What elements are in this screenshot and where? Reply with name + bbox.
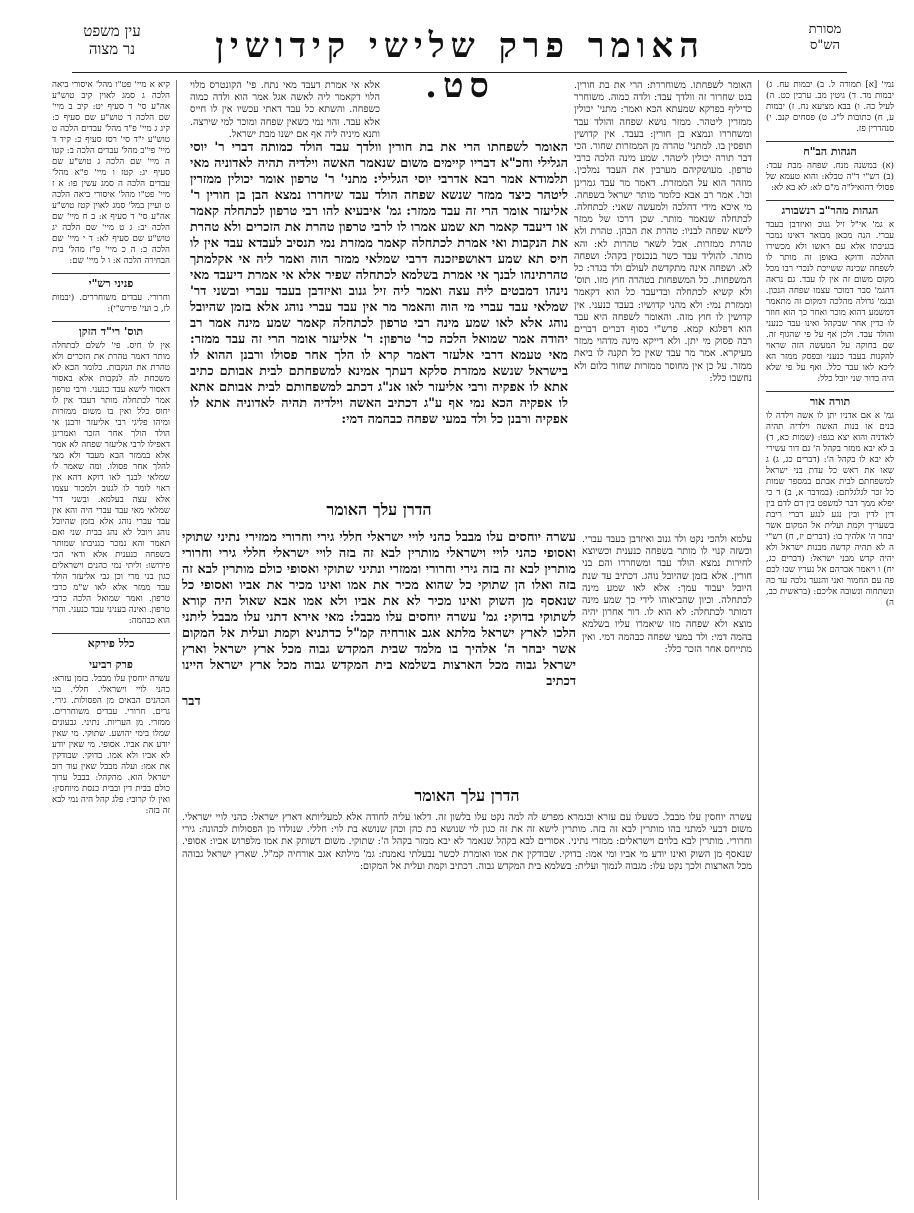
perek-text: עשרה יוחסין עלו מבבל. בזמן עזרא: כהני לויי וישראלי. חללי. בני הכהנים הבאים מן הפסולות. גירי. גרים. חרורי. עבדים משוחררים. ממזרי. מן העריות. נתיני. גבעונים שמלו בימי יהושע. שתוקי. מי שאין יודע את אביו. אסופי. מי שאין יודע לא אביו ולא אמו. בדוקי. שבודקין את אמו: ועלה מבבל שאין עוד רוב ישראל הוא. מהקהל: בבבל ערוך כולם בבית דין ובבית כנסת מיוחסין: ואין לו קרובי: פלג קהל היה נמי לבא זה בזה: [52,674,170,816]
mishnah-block [182,530,576,780]
gemara-main [190,140,568,490]
hagahot-bach: (א) במשנה מנח. שפחה מבת עבד: (ב) רש"י ד"ה טבלא: והוא טעמא של פסולי דהואיל"ה מ"ם לא: לא בא לא: [766,161,894,193]
left-margin-column [52,80,170,1200]
rashi-column [574,80,752,530]
gemara-main-text: האומר לשפחתו הרי את בת חורין וולדך עבד הולד כמותה דברי ר' יוסי הגלילי וחכ"א דבריו קיימים משום שנאמר האשה וילדיה תהיה לאדוניה מאי תלמודא אמר רבא אדרבי יוסי הגלילי: מתני' ר' טרפון אומר יכולין ממזרין ליטהר כיצד ממזר שנשא שפחה הולד עבד שיחררו נמצא הבן בן חורין ר' אליעזר אומר הרי זה עבד ממזר: גמ' איבעיא להו רבי טרפון לכתחלה קאמר או דיעבד קאמר תא שמע אמרו לו לרבי טרפון טהרת את הזכרים ולא טהרת את הנקבות ואי אמרת לכתחלה קאמר ממזרת נמי תנסיב לעבדא עבד אין לו חיס תא שמע דאושפיזכנה דרבי שמלאי ממזר הוה ואמר ליה אי אקלמתך טהרתינהו לבנך אי אמרת בשלמא לכתחלה שפיר אלא אי אמרת דיעבד מאי נינהו דמבטים ליה עצה ואמר ליה זיל גנוב ואיזדבן בעבד עברי ובשני דר' שמלאי עבד עברי מי הוה והאמר מר אין עבד עברי נוהג אלא בזמן שהיובל נוהג אלא לאו שמע מינה רבי טרפון לכתחלה קאמר שמע מינה אמר רב יהודה אמר שמואל הלכה כר' טרפון: ר' אליעזר אומר הרי זה עבד ממזר: מאי טעמא דרבי אלעזר דאמר קרא לו הלך אחר פסולו ורבנן ההוא לו בישראל שנשא ממזרת סלקא דעתך אמינא למשפחתם לבית אבותם כתיב אתא לו אפקיה ורבי אליעזר לאו אנ"ג דכתב למשפחותם לבית אבותם אתא לו אפקיה הכא נמי אף ע"ג דכתיב האשה וילדיה תהיה לאדוניה אתא לו אפקיה ורבנן כל ולד במעי שפחה כבהמה דמי: [190,140,568,427]
bottom-commentary [182,812,752,1202]
klal-pirka-heading: כלל פירקא [52,633,170,649]
rashi-lower-column [582,534,752,784]
hagahot-text: א גמ' אי"ל זיל גנוב ואיזדבן בעבד עברי. הנה מכאן מבואר דאינו נמכר בגניבתו אלא עם ראשו ולא מכשירו ההלכה ודוקא באופן זה מותר לו לשפחה שכינה ששייכת לנכרי רבו מכל מקום משום זה אין לו עבד. גם נראה דהגמ' סבר דמוכר עצמו שפחה הנכון. ובגמ' גדולה מהלכה דמקום זה מתאמר דמשמע דהוא מוכר ואחר כך הוא חוזר לו כדין אחר שבקהל ואינו עבד כנעני והולד עבד. ולכן אף על פי שהגוף זה. שם בחוקה על המעשה הזה שראוי להקנות בעבד כנעני ובפסק ממזר הא ליכא לאו עבד כלל. ואף על פי שלא היה בדור שני יובל כלל: [766,220,894,384]
right-margin-column [766,80,894,1200]
mesoret-heading: מסורת הש"ס [808,22,842,53]
rashi-lower-text: עלמא ולהכי נקט ולד גנוב ואיזדבן בעבד עברי. וכשזה קנוי לו מותר בשפחה כנענית וכשיוצא לחירות נמצא הולד עבד ומשחררו והם בני חורין. אלא בזמן שהיובל נוהג. דכתיב עד שנת היובל יעבוד עמך: אלא לאו שמע מינה לכתחלה. וכיון שהביאוהו לידי כך שמע מינה דמותר לכתחלה: לא הוא לו. דור אחרון יהיה מוצא ולא שפחה מזו שיאמרו עליו בשלמא בהמה דמי: ולד במעי שפחה כבהמה דמי. ואין מתייחס אחר הזכר כלל: [582,534,752,655]
bottom-commentary-text: עשרה יוחסין עלו מבבל. כשעלו עם עזרא ובגמרא מפרש לה למה נקט עלו בלשון זה. דלאו עליה לחודה אלא למעליותא דארץ ישראל: כהני לויי ישראלי. משום דבעי למתני בהו מותרין לבא זה בזה. מותרין לישא זה את זה כגון לוי שנושא בת כהן וכהן שנושא בת לוי: חללי. שנולדו מן הפסולות לכהונה: גירי וחרורי. מותרין לבא בלוים וישראלים: ממזרי נתיני. אסורים לבא בקהל שנאמר לא יבא ממזר בקהל ה': שתוקי. משום דשותק את אמו מלפרוש אביו: אסופי. שנאסף מן השוק ואינו יודע מי אביו ומי אמו: בדוקי. שבודקין את אמו ואומרת לכשר נבעלתי נאמנת: גמ' מילתא אגב אורחיה קמ"ל. שארץ ישראל גבוהה מכל הארצות ולכך נקט עלו: מגבוה לנמוך ועלית: בשלמא בית המקדש גבוה. דכתיב וקמת ועלית אל המקום: [182,812,752,872]
hadran-heading-2: הדרן עלך האומר [414,786,520,805]
mesoret-hashas: נמי' [א] תמורה ל. ב) יבמות עח. ג) יבמות מד. ד) גיטין מב. ערכין כט. ה) לעיל כה. ו) בבא מציעא נח. ז) יבמות ע, ח) כתובות ל"ג. ט) פסחים קנב. י) סנהדרין פז. [766,80,894,134]
penei-rashi-heading: פניני רש"י [52,273,170,289]
page-title: האומר פרק שלישי קידושין סט. [215,26,705,106]
mishnah-text: עשרה יוחסים עלו מבבל כהני לויי ישראלי חללי גירי וחרורי ממזירי נתיני שתוקי ואסופי כהני לויי וישראלי מותרין לבא זה בזה לויי ישראלי חללי גירי וחרורי מותרין לבא זה בזה גירי וחרורי וממזרי ונתיני שתוקי ואסופי כולם מותרין לבא זה בזה ואלו הן שתוקי כל שהוא מכיר את אמו ואינו מכיר את אביו ואסופי כל שנאסף מן השוק ואינו מכיר לא את אביו ולא אמו אבא שאול היה קורא לשתוקי בדוקי: גמ' עשרה יוחסים עלו מבבל: מאי אירא דתני עלו מבבל ליתני הלכו לארץ ישראל מלתא אגב אורחיה קמ"ל כדתניא וקמת ועלית אל המקום אשר יבחר ה' אלהיך בו מלמד שבית המקדש גבוה מכל ארץ ישראל וארץ ישראל גבוה מכל הארצות בשלמא בית המקדש גבוה מכל ארץ ישראל היינו דכתיב [182,530,576,689]
page-header [0,8,914,106]
hagahot-bach-heading: הגהות הב"ח [766,141,894,157]
catchword: דבר [182,694,201,709]
right-divider [758,80,759,1200]
left-divider [176,80,177,1200]
ein-mishpat-heading: עין משפט נר מצוה [83,22,141,58]
ein-mishpat-text: קיא א מיי' פט"ו מהל' איסורי ביאה הלכה ג סמג לאוין קיב טוש"ע אה"ע סי' ד סעיף יט: קיב ב מיי' שם הלכה ד טוש"ע שם סעיף כ: קיג ג מיי' פ"ד מהל' עבדים הלכה ט טוש"ע י"ד סי' רסז סעיף כ: קיד ד מיי' פי"ב מהל' עבדים הלכה ב: קטו ה מיי' שם הלכה ג טוש"ע שם סעיף יג: קטז ו מיי' פ"א מהל' עבדים הלכה ה סמג עשין פו: א ז מיי' פט"ו מהל' איסורי ביאה הלכה ט ועיין במל' סמג לאוין קטז טוש"ע אה"ע סי' ד סעיף א: ב ח מיי' שם הלכה יב: ג ט מיי' שם הלכה יג טוש"ע שם סעיף לא: ד י מיי' שם הלכה כ: ה כ מיי' פ"ז מהל' בית הבחירה הלכה א: ו ל מיי' שם: [52,80,170,266]
header-rule [72,72,847,73]
rashi-text: האומר לשפחתו. משוחררת: הרי את בת חורין. בגט שחרור זה וולדך עבד: ולדה כמוה. משוחרר כדיליף בפרקא שמעתא הכא ואמר: מתני' יכולין ממזרין ליטהר. ממזר נושא שפחה והולד עבד ומשחררו ונמצא בן חורין: בעבד. אין קדושין תופסין בו. למתני' טהרה מן הממזרות שחור. הכי דבר תורה יכולין ליטהר. שמע מינה הלכה כרבי טרפון. מעושקיהם מערבין את העבד נמלכין. מוזהר הוא על הממזרת. דאמר מר עבד גמרינן וכו'. אמר רב אבא כלומר מותר ישראל בשפחה. מי איכא מידי דהלכה ולמעשה שאני: לבתחלה. לכתחלה שנאמר מותר. שכן דרכו של ממזר לישא שפחה לבניו: טהרת את הכהן. טהרת ולא טהרת ממזרות. אבל לשאר טהרות לא: והא מותר. להוליד עבד כשר בנכנסין בקהל: ושפחה לא. ושפחה אינה מתקדשת לעולם ולד בגדר: כל המשפחות. כל המשפחות בטהרה חוץ מזו. תוס' ולא קשיא לכתחלה ובדיעבד כל הוא דקאמר וממזרת נמי: ולא מהני קדושיו: בעבד כנעני. אין קדושין לו חוץ מזה. והאומר לשפחה היא עבד הוא דפלגא קמא. פרש"י בסוף דברים דברים רבה פסוק מי יתן. ולא דייקא מינה מדהוי ממזר מעיקרא. אמר מר עבד שאין כל תקנה לו ביאת ממזר. על כן אין מחוסר ממזרות שחור כלום ולא נחשבו כלל: [574,80,752,384]
torah-or-heading: תורה אור [766,391,894,407]
hadran-heading-1: הדרן עלך האומר [326,500,432,519]
tos-rid-heading: תוס' רי"ד הזקן [52,321,170,337]
hadran-block-2 [182,780,752,808]
tosafot-top-text: אלא אי אמרת דעבד מאי נתח. פי' הקונטרס מלוי הלוי דקאמר ליה לאשה אגל אמר הוא ולדה כמוה כשפחה. והשתא כל עבד דאתי עכשיו אין לו חייס אלא עבד. והוי נמי כשאין שפחה ומוכר למי שירצה. ותנא מיניה ליה אף אם ישנו מבת ישראל. [190,80,380,140]
hagahot-heading: הגהות מהר"ב רנשבורג [766,200,894,216]
hadran-block-1 [190,494,568,524]
penei-rashi-text: וחרורי. עבדים משוחררים. (יבמות לז, ב ועי' פירש"י): [52,293,170,314]
perek-heading: פרק רביעי [89,658,133,671]
tos-rid-text: אין לו חיס. פי' לשלם לבתחלה מותר דאמר טהרת את הזכרים ולא טהרת את הנקבות. כלומר הכא לא משכחת לה לנקבות אלא באסור דאסור לישא עבד כנעני. ורבי טרפון אמר לכתחלה מותר דעבד אין לו יחוס כלל ואין בו משום ממזרות ומיהו פליגי רבי אליעזר ורבנן אי הולד הולך אחר הזכר ואמרינן דאפילו לרבי אליעזר שפחה לא אמר אלא בממזר הבא מעבד ולא מצי להלך אחר פסולו. ומה שאמר לו שמלאי לבנך לאו דוקא דהא אין ראוי לומר לו לגנוב ולמכור עצמו אלא עצה בעלמא. ובשני דר' שמלאי מאי עבד עברי היה והא אין עבד עברי נוהג אלא בזמן שהיובל נוהג ויובל לא נהג בבית שני ואם תאמר והא נמכר בגניבתו שמותר בשפחה כנענית אלא ודאי הכי פירושו: וליתי נמי כהנים וישראלים כגון בני מרי וכן גבי אליעזר הולד עבד ממזר אלא לאו ש"מ כרבי טרפון. ואמר שמואל הלכה כרבי טרפון. ואינה בעניני עבד כנעני. והרי הוא כבהמה: [52,341,170,626]
torah-or-text: גמ' א אם אדניו יתן לו אשה וילדה לו בנים או בנות האשה וילדיה תהיה לאדניה והוא יצא בגפו: (שמות כא, ד) ב לא יבא ממזר בקהל ה' גם דור עשירי לא יבא לו בקהל ה': (דברים כג, ג) ג שאו את ראש כל עדת בני ישראל למשפחתם לבית אבתם במספר שמות כל זכר לגלגלתם: (במדבר א, ב) ד כי יפלא ממך דבר למשפט בין דם לדם בין דין לדין ובין נגע לנגע דברי ריבת בשעריך וקמת ועלית אל המקום אשר יבחר ה' אלהיך בו: (דברים יז, ח) רש"י ה לא תהיה קדשה מבנות ישראל ולא יהיה קדש מבני ישראל: (דברים כג, יח) ו ויאמר אברהם אל נעריו שבו לכם פה עם החמור ואני והנער נלכה עד כה ונשתחוה ונשובה אליכם: (בראשית כב, ה) [766,411,894,608]
